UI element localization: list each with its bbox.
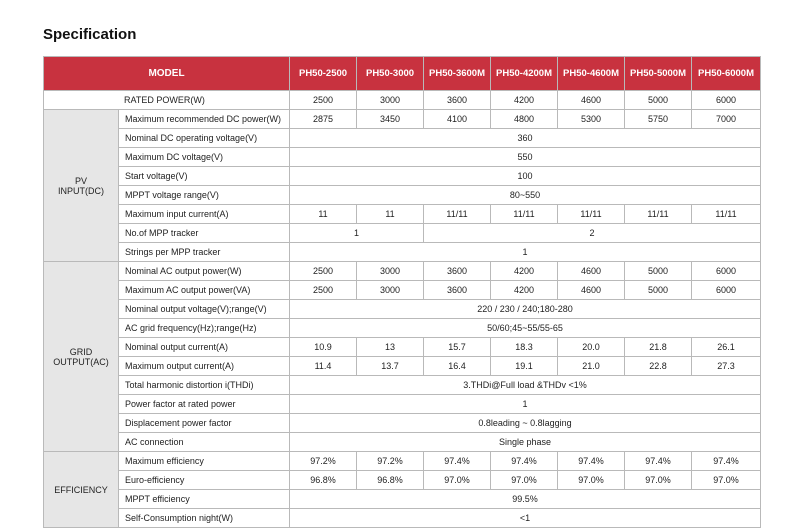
model-column-header: PH50-4200M	[491, 57, 558, 91]
efficiency-group-label: EFFICIENCY	[44, 452, 119, 528]
table-cell: 3000	[357, 262, 424, 281]
table-cell: 6000	[692, 281, 761, 300]
table-cell: 5750	[625, 110, 692, 129]
row-label: Total harmonic distortion i(THDi)	[119, 376, 290, 395]
pv-input-group-label: PV INPUT(DC)	[44, 110, 119, 262]
table-cell: 97.4%	[491, 452, 558, 471]
table-cell: 10.9	[290, 338, 357, 357]
row-label: Maximum efficiency	[119, 452, 290, 471]
table-cell: 6000	[692, 262, 761, 281]
row-label: Displacement power factor	[119, 414, 290, 433]
row-label: Euro-efficiency	[119, 471, 290, 490]
row-label: Self-Consumption night(W)	[119, 509, 290, 528]
table-cell: 2500	[290, 281, 357, 300]
table-cell: 2500	[290, 91, 357, 110]
table-cell: 11/11	[424, 205, 491, 224]
table-cell: 11.4	[290, 357, 357, 376]
table-cell: 4200	[491, 91, 558, 110]
table-cell: 97.2%	[357, 452, 424, 471]
row-label: Maximum DC voltage(V)	[119, 148, 290, 167]
grid-output-group-label: GRID OUTPUT(AC)	[44, 262, 119, 452]
table-row	[44, 262, 761, 281]
table-row	[44, 357, 761, 376]
table-cell: 96.8%	[290, 471, 357, 490]
table-cell: 3600	[424, 281, 491, 300]
table-cell: 100	[290, 167, 761, 186]
table-cell: 97.4%	[692, 452, 761, 471]
table-row	[44, 395, 761, 414]
table-cell: 2500	[290, 262, 357, 281]
table-cell: 16.4	[424, 357, 491, 376]
table-cell: 18.3	[491, 338, 558, 357]
table-cell: 2	[424, 224, 761, 243]
table-cell: 5000	[625, 262, 692, 281]
row-label: MPPT efficiency	[119, 490, 290, 509]
table-cell: 4200	[491, 262, 558, 281]
table-cell: 0.8leading ~ 0.8lagging	[290, 414, 761, 433]
table-cell: Single phase	[290, 433, 761, 452]
table-cell: 360	[290, 129, 761, 148]
table-cell: 11/11	[491, 205, 558, 224]
table-cell: 3000	[357, 281, 424, 300]
table-row	[44, 509, 761, 528]
table-cell: 5000	[625, 91, 692, 110]
table-cell: 11	[290, 205, 357, 224]
table-row	[44, 376, 761, 395]
table-cell: 13	[357, 338, 424, 357]
table-cell: 220 / 230 / 240;180-280	[290, 300, 761, 319]
table-cell: 6000	[692, 91, 761, 110]
row-label: No.of MPP tracker	[119, 224, 290, 243]
table-row	[44, 414, 761, 433]
row-label: Nominal DC operating voltage(V)	[119, 129, 290, 148]
table-cell: 4600	[558, 262, 625, 281]
table-cell: 4200	[491, 281, 558, 300]
table-cell: 1	[290, 243, 761, 262]
model-column-header: PH50-3600M	[424, 57, 491, 91]
row-label: Nominal output voltage(V);range(V)	[119, 300, 290, 319]
table-cell: 97.0%	[625, 471, 692, 490]
table-cell: 80~550	[290, 186, 761, 205]
table-cell: 97.0%	[558, 471, 625, 490]
model-column-header: PH50-2500	[290, 57, 357, 91]
table-cell: 97.2%	[290, 452, 357, 471]
table-row	[44, 490, 761, 509]
row-label: Maximum recommended DC power(W)	[119, 110, 290, 129]
table-cell: 1	[290, 224, 424, 243]
row-label: Power factor at rated power	[119, 395, 290, 414]
table-cell: 4600	[558, 91, 625, 110]
table-cell: 3.THDi@Full load &THDv <1%	[290, 376, 761, 395]
table-row	[44, 129, 761, 148]
model-column-header: PH50-6000M	[692, 57, 761, 91]
table-row	[44, 110, 761, 129]
table-row	[44, 452, 761, 471]
row-label: Nominal output current(A)	[119, 338, 290, 357]
table-cell: 27.3	[692, 357, 761, 376]
table-cell: 4800	[491, 110, 558, 129]
table-row	[44, 319, 761, 338]
table-cell: 21.8	[625, 338, 692, 357]
table-cell: 15.7	[424, 338, 491, 357]
row-label: Maximum output current(A)	[119, 357, 290, 376]
row-label: Strings per MPP tracker	[119, 243, 290, 262]
table-cell: 21.0	[558, 357, 625, 376]
table-cell: 11	[357, 205, 424, 224]
table-row	[44, 224, 761, 243]
table-cell: 5300	[558, 110, 625, 129]
table-cell: 20.0	[558, 338, 625, 357]
table-cell: 1	[290, 395, 761, 414]
row-label: RATED POWER(W)	[44, 91, 290, 110]
table-cell: 4600	[558, 281, 625, 300]
table-cell: <1	[290, 509, 761, 528]
table-cell: 4100	[424, 110, 491, 129]
row-label: AC grid frequency(Hz);range(Hz)	[119, 319, 290, 338]
table-row	[44, 205, 761, 224]
model-header: MODEL	[44, 57, 290, 91]
row-label: Maximum AC output power(VA)	[119, 281, 290, 300]
row-label: Nominal AC output power(W)	[119, 262, 290, 281]
table-row	[44, 300, 761, 319]
table-row	[44, 148, 761, 167]
table-row	[44, 471, 761, 490]
table-row	[44, 243, 761, 262]
table-cell: 3600	[424, 91, 491, 110]
table-row	[44, 167, 761, 186]
row-label: AC connection	[119, 433, 290, 452]
row-label: Start voltage(V)	[119, 167, 290, 186]
table-cell: 97.4%	[625, 452, 692, 471]
model-column-header: PH50-3000	[357, 57, 424, 91]
table-cell: 96.8%	[357, 471, 424, 490]
row-label: MPPT voltage range(V)	[119, 186, 290, 205]
page-title: Specification	[43, 26, 137, 43]
model-column-header: PH50-5000M	[625, 57, 692, 91]
table-cell: 99.5%	[290, 490, 761, 509]
specification-table	[43, 56, 761, 528]
table-cell: 5000	[625, 281, 692, 300]
table-cell: 26.1	[692, 338, 761, 357]
table-row	[44, 281, 761, 300]
table-cell: 2875	[290, 110, 357, 129]
table-cell: 3600	[424, 262, 491, 281]
table-row	[44, 433, 761, 452]
table-cell: 97.4%	[558, 452, 625, 471]
table-cell: 11/11	[692, 205, 761, 224]
table-cell: 550	[290, 148, 761, 167]
table-cell: 19.1	[491, 357, 558, 376]
table-cell: 22.8	[625, 357, 692, 376]
row-label: Maximum input current(A)	[119, 205, 290, 224]
table-cell: 97.0%	[692, 471, 761, 490]
table-cell: 13.7	[357, 357, 424, 376]
table-cell: 3450	[357, 110, 424, 129]
table-row	[44, 338, 761, 357]
table-header-row	[44, 57, 761, 91]
table-cell: 3000	[357, 91, 424, 110]
table-cell: 50/60;45~55/55-65	[290, 319, 761, 338]
table-cell: 97.0%	[424, 471, 491, 490]
table-cell: 97.0%	[491, 471, 558, 490]
table-cell: 11/11	[625, 205, 692, 224]
model-column-header: PH50-4600M	[558, 57, 625, 91]
table-cell: 7000	[692, 110, 761, 129]
table-row	[44, 186, 761, 205]
table-row	[44, 91, 761, 110]
table-cell: 97.4%	[424, 452, 491, 471]
table-cell: 11/11	[558, 205, 625, 224]
